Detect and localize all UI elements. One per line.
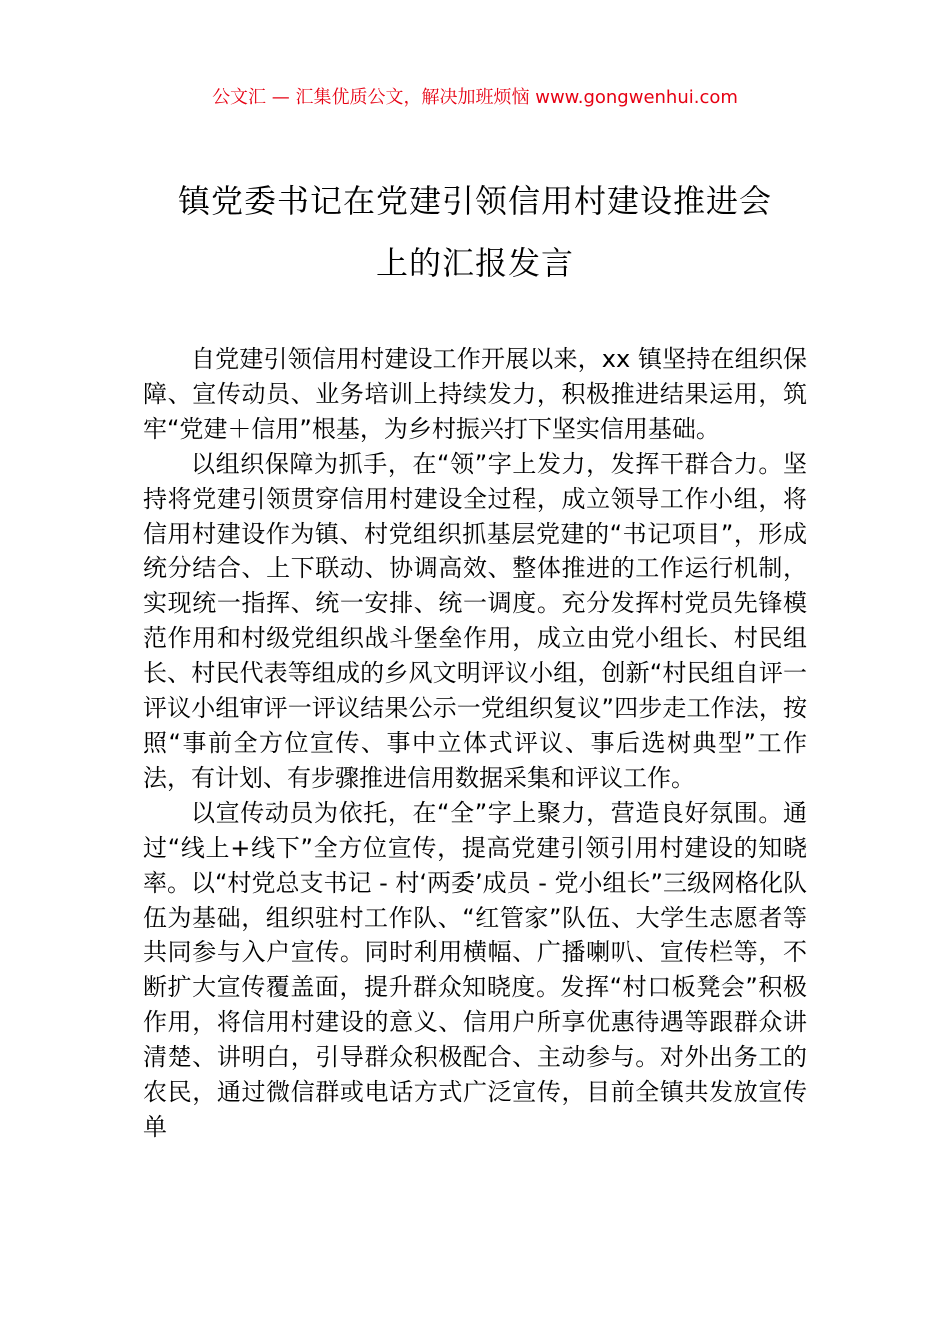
site-banner: 公文汇 — 汇集优质公文，解决加班烦恼 www.gongwenhui.com: [212, 87, 738, 108]
paragraph-intro: 自党建引领信用村建设工作开展以来，xx 镇坚持在组织保障、宣传动员、业务培训上持续发力，积极推进结果运用，筑牢“党建＋信用”根基，为乡村振兴打下坚实信用基础。: [143, 345, 807, 443]
title-line-2: 上的汇报发言: [375, 244, 574, 282]
title-line-1: 镇党委书记在党建引领信用村建设推进会: [177, 182, 772, 220]
document-body: [143, 342, 807, 1145]
document-title: [130, 170, 820, 294]
paragraph-organization: 以组织保障为抓手，在“领”字上发力，发挥干群合力。坚持将党建引领贯穿信用村建设全过程，成立领导工作小组，将信用村建设作为镇、村党组织抓基层党建的“书记项目”，形成统分结合、上下联动、协调高效、整体推进的工作运行机制，实现统一指挥、统一安排、统一调度。充分发挥村党员先锋模范作用和村级党组织战斗堡垒作用，成立由党小组长、村民组长、村民代表等组成的乡风文明评议小组，创新“村民组自评一评议小组审评一评议结果公示一党组织复议”四步走工作法，按照“事前全方位宣传、事中立体式评议、事后选树典型”工作法，有计划、有步骤推进信用数据采集和评议工作。: [143, 449, 807, 792]
paragraph-publicity: 以宣传动员为依托，在“全”字上聚力，营造良好氛围。通过“线上+线下”全方位宣传，提高党建引领引用村建设的知晓率。以“村党总支书记 - 村‘两委’成员 - 党小组长”三级网格化队伍为基础，组织驻村工作队、“红管家”队伍、大学生志愿者等共同参与入户宣传。同时利用横幅、广播喇叭、宣传栏等，不断扩大宣传覆盖面，提升群众知晓度。发挥“村口板凳会”积极作用，将信用村建设的意义、信用户所享优惠待遇等跟群众讲清楚、讲明白，引导群众积极配合、主动参与。对外出务工的农民，通过微信群或电话方式广泛宣传，目前全镇共发放宣传单: [143, 798, 807, 1141]
